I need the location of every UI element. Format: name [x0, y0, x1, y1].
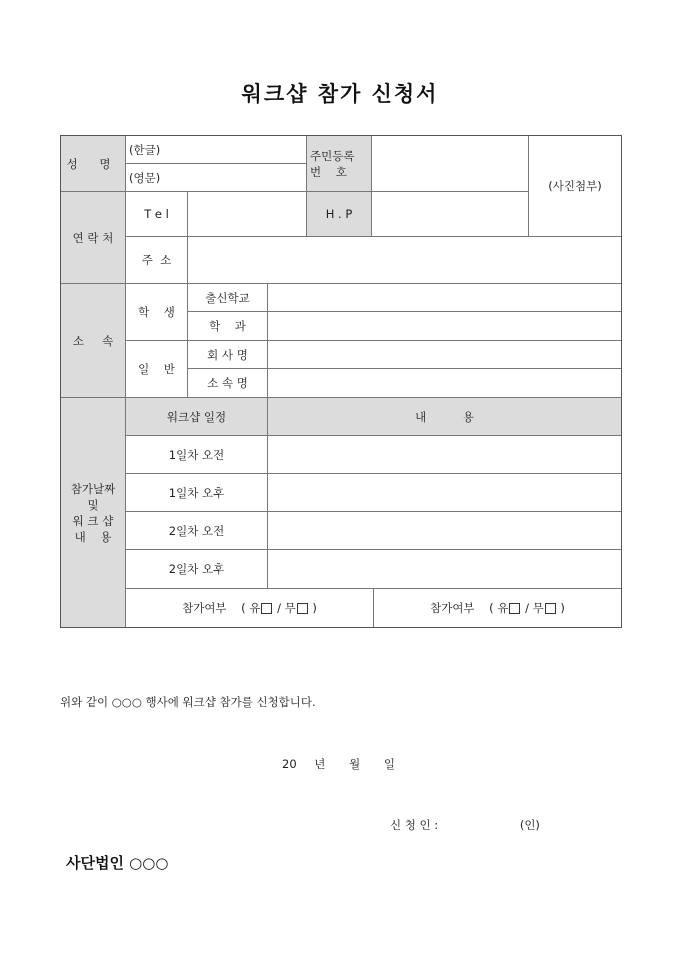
- school-field[interactable]: [268, 284, 621, 312]
- applicant-label: 신 청 인 :: [390, 818, 439, 832]
- school-label: 출신학교: [188, 284, 268, 312]
- schedule-day2-pm: 2일차 오후: [126, 550, 268, 589]
- statement-text: 위와 같이 ○○○ 행사에 워크샵 참가를 신청합니다.: [60, 695, 316, 709]
- content-day2-pm[interactable]: [268, 550, 621, 589]
- attendance-day2[interactable]: 참가여부 ( 유 / 무 ): [430, 601, 565, 615]
- content-day1-pm[interactable]: [268, 474, 621, 512]
- address-field[interactable]: [188, 237, 621, 284]
- resident-number-field[interactable]: [372, 136, 529, 192]
- applicant-line: [390, 817, 540, 833]
- schedule-section-label: 참가날짜 및 워 크 샵 내 용: [61, 398, 126, 627]
- schedule-day1-pm: 1일차 오후: [126, 474, 268, 512]
- company-field[interactable]: [268, 341, 621, 369]
- content-day2-am[interactable]: [268, 512, 621, 550]
- resident-number-label: 주민등록 번 호: [307, 136, 372, 192]
- dept-label: 소 속 명: [188, 369, 268, 398]
- tel-label: T e l: [126, 192, 188, 237]
- schedule-header: 워크샵 일정: [126, 398, 268, 436]
- name-english-field[interactable]: (영문): [126, 164, 307, 192]
- content-day1-am[interactable]: [268, 436, 621, 474]
- date-year-prefix: 20: [282, 757, 297, 771]
- contact-label: 연 락 처: [61, 192, 126, 284]
- checkbox-yes-day2[interactable]: [509, 603, 520, 614]
- organization-name: 사단법인 ○○○: [66, 854, 169, 872]
- attendance-day1[interactable]: 참가여부 ( 유 / 무 ): [126, 589, 374, 627]
- student-label: 학 생: [126, 284, 188, 341]
- application-form: [60, 135, 622, 628]
- date-line: [282, 756, 395, 772]
- hp-label: H . P: [307, 192, 372, 237]
- name-label: 성 명: [61, 136, 126, 192]
- hp-field[interactable]: [372, 192, 529, 237]
- checkbox-no-day2[interactable]: [545, 603, 556, 614]
- schedule-day2-am: 2일차 오전: [126, 512, 268, 550]
- tel-field[interactable]: [188, 192, 307, 237]
- affiliation-label: 소 속: [61, 284, 126, 398]
- page-title: 워크샵 참가 신청서: [241, 81, 439, 106]
- company-label: 회 사 명: [188, 341, 268, 369]
- major-field[interactable]: [268, 312, 621, 341]
- dept-field[interactable]: [268, 369, 621, 398]
- schedule-day1-am: 1일차 오전: [126, 436, 268, 474]
- content-header: 내 용: [268, 398, 621, 436]
- date-year: 년: [314, 757, 326, 771]
- name-korean-field[interactable]: (한글): [126, 136, 307, 164]
- photo-box[interactable]: (사진첨부): [529, 136, 621, 237]
- applicant-seal: (인): [519, 818, 540, 832]
- date-day: 일: [383, 757, 395, 771]
- general-label: 일 반: [126, 341, 188, 398]
- major-label: 학 과: [188, 312, 268, 341]
- date-month: 월: [349, 757, 361, 771]
- address-label: 주 소: [126, 237, 188, 284]
- checkbox-no-day1[interactable]: [297, 603, 308, 614]
- checkbox-yes-day1[interactable]: [261, 603, 272, 614]
